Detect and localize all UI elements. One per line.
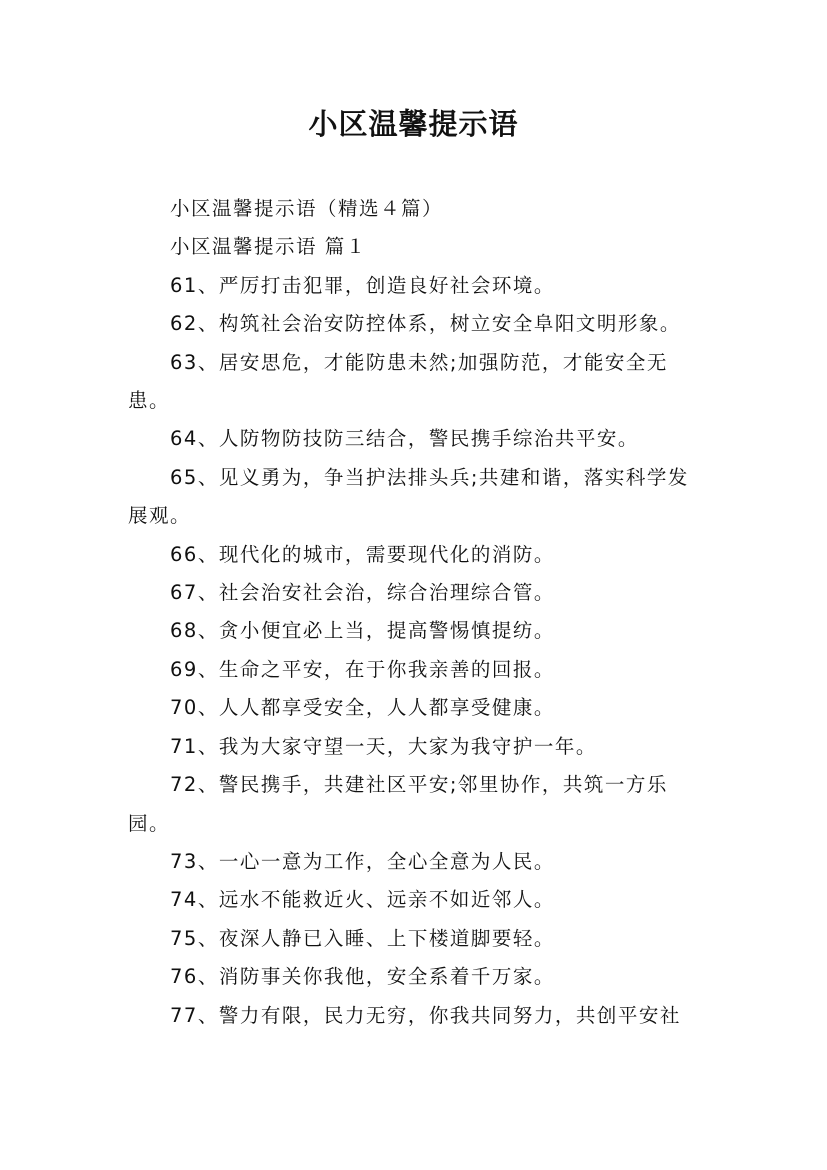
paragraph: 64、人防物防技防三结合，警民携手综治共平安。 <box>170 427 639 451</box>
paragraph: 77、警力有限，民力无穷，你我共同努力，共创平安社 <box>170 1003 681 1027</box>
paragraph: 小区温馨提示语 篇１ <box>170 235 367 259</box>
paragraph: 67、社会治安社会治，综合治理综合管。 <box>170 581 555 605</box>
document-title: 小区温馨提示语 <box>308 107 519 141</box>
paragraph: 71、我为大家守望一天，大家为我守护一年。 <box>170 734 597 758</box>
paragraph: 68、贪小便宜必上当，提高警惕慎提纺。 <box>170 619 555 643</box>
paragraph: 76、消防事关你我他，安全系着千万家。 <box>170 965 555 989</box>
paragraph: 62、构筑社会治安防控体系，树立安全阜阳文明形象。 <box>170 312 681 336</box>
paragraph: 65、见义勇为，争当护法排头兵;共建和谐，落实科学发展观。 <box>128 465 689 528</box>
paragraph: 72、警民携手，共建社区平安;邻里协作，共筑一方乐园。 <box>128 773 668 835</box>
paragraph: 75、夜深人静已入睡、上下楼道脚要轻。 <box>170 926 555 950</box>
paragraph: 66、现代化的城市，需要现代化的消防。 <box>170 542 555 566</box>
paragraph: 73、一心一意为工作，全心全意为人民。 <box>170 849 555 873</box>
paragraph: 69、生命之平安，在于你我亲善的回报。 <box>170 657 555 681</box>
paragraph: 小区温馨提示语（精选４篇） <box>170 197 444 220</box>
paragraph: 70、人人都享受安全，人人都享受健康。 <box>170 696 555 720</box>
paragraph: 74、远水不能救近火、远亲不如近邻人。 <box>170 888 555 912</box>
paragraph: 61、严厉打击犯罪，创造良好社会环境。 <box>170 273 555 297</box>
paragraph: 63、居安思危，才能防患未然;加强防范，才能安全无患。 <box>128 350 668 413</box>
document-body <box>128 190 708 1035</box>
